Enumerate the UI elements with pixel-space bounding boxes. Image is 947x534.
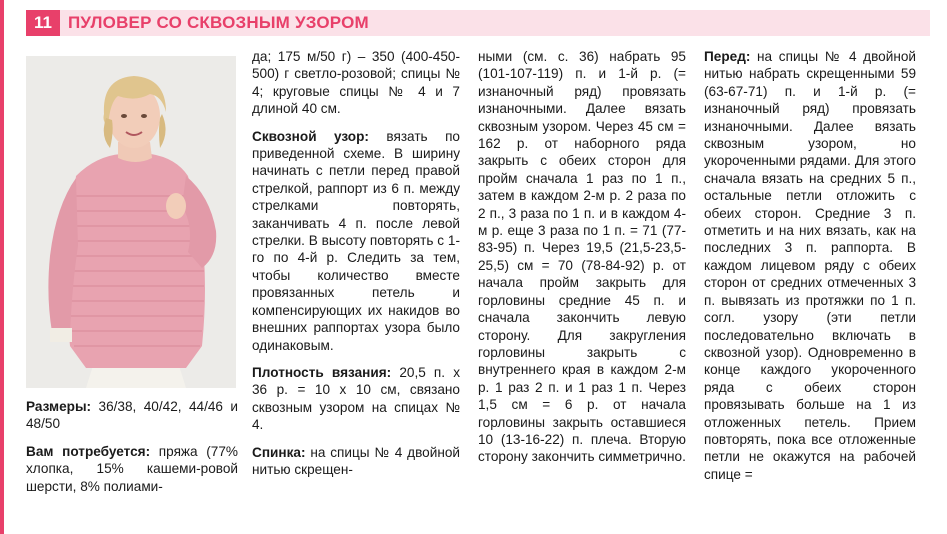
density-label: Плотность вязания: — [252, 364, 392, 380]
sizes-paragraph — [26, 398, 238, 433]
front-label: Перед: — [704, 49, 751, 64]
materials-label: Вам потребуется: — [26, 443, 151, 459]
sizes-label: Размеры: — [26, 399, 92, 414]
text-column-2 — [252, 48, 460, 488]
text-column-3 — [478, 48, 686, 476]
pattern-label: Сквозной узор: — [252, 128, 369, 144]
model-photo-illustration — [26, 56, 236, 388]
front-text: на спицы № 4 двойной нитью набрать скрещенными 59 (63-67-71) п. и 1-й р. (= изнаночный ряд) провязать изнаночными. Далее вязать сквозным узором, но укороченными рядами. Для этого сначала вязать на средних 5 п., остальные петли отложить с обеих сторон. Средние 3 п. отметить и на них вязать, как на последних 3 п. раппорта. В каждом лицевом ряду с обеих сторон от средних отмеченных 3 п. вывязать из протяжки по 1 п. согл. узору (эти петли последовательно включать в сквозной узор). Одновременно в конце каждого укороченного ряда с обеих сторон провязывать больше на 1 из отложенных петель. Прием повторять, пока все отложенные петли не окажутся на рабочей спице = — [704, 49, 916, 482]
sizes-text: 36/38, 40/42, 44/46 и 48/50 — [26, 399, 239, 432]
pattern-paragraph — [252, 128, 460, 354]
back-continued-text: ными (см. с. 36) набрать 95 (101-107-119) п. и 1-й р. (= изнаночный ряд) провязать изнаночными. Далее вязать сквозным узором. Через 45 см = 162 р. от наборного ряда закрыть с обеих сторон для пройм сначала 1 раз по 1 п., затем в каждом 2-м р. 2 раза по 2 п., 3 раза по 1 п. и в каждом 4-м р. еще 3 раза по 1 п. = 71 (77-83-95) п. Через 19,5 (21,5-23,5-25,5) см = 70 (78-84-92) р. от начала пройм закрыть для горловины средние 45 п. и сначала закончить левую сторону. Для закругления горловины закрыть с внутреннего края в каждом 2-м р. 1 раз 2 п. и 1 раз 1 п. Через 1,5 см = 6 р. от начала горловины закрыть оставшиеся 10 (13-16-22) п. плеча. Вторую сторону закончить симметрично. — [478, 49, 686, 465]
materials-paragraph — [26, 443, 238, 495]
text-column-4 — [704, 48, 916, 493]
density-paragraph — [252, 364, 460, 434]
density-text: 20,5 п. х 36 р. = 10 х 10 см, связано сквозным узором на спицах № 4. — [252, 364, 461, 433]
article-header — [26, 10, 930, 36]
back-label: Спинка: — [252, 444, 306, 460]
back-text: на спицы № 4 двойной нитью скрещен- — [252, 444, 460, 477]
article-title: ПУЛОВЕР СО СКВОЗНЫМ УЗОРОМ — [67, 13, 369, 32]
back-paragraph — [252, 444, 460, 479]
article-number-badge: 11 — [26, 10, 60, 36]
pattern-text: вязать по приведенной схеме. В ширину начинать с петли перед правой стрелкой, раппорт из 6 п. между стрелками повторять, заканчивать 4 п. после левой стрелки. В высоту повторять с 1-го по 4-й р. Следить за тем, чтобы количество вместе провязанных петель и компенсирующих их накидов во внешних раппортах узора было одинаковым. — [252, 128, 460, 353]
materials-text: пряжа (77% хлопка, 15% кашеми-ровой шерсти, 8% полиами- — [26, 443, 238, 494]
left-accent-rule — [0, 0, 4, 534]
front-paragraph — [704, 48, 916, 483]
model-photo — [26, 56, 236, 388]
materials-continued: да; 175 м/50 г) – 350 (400-450-500) г светло-розовой; спицы № 4; круговые спицы № 4 и 7 длиной 40 см. — [252, 49, 460, 117]
meta-block — [26, 398, 238, 505]
